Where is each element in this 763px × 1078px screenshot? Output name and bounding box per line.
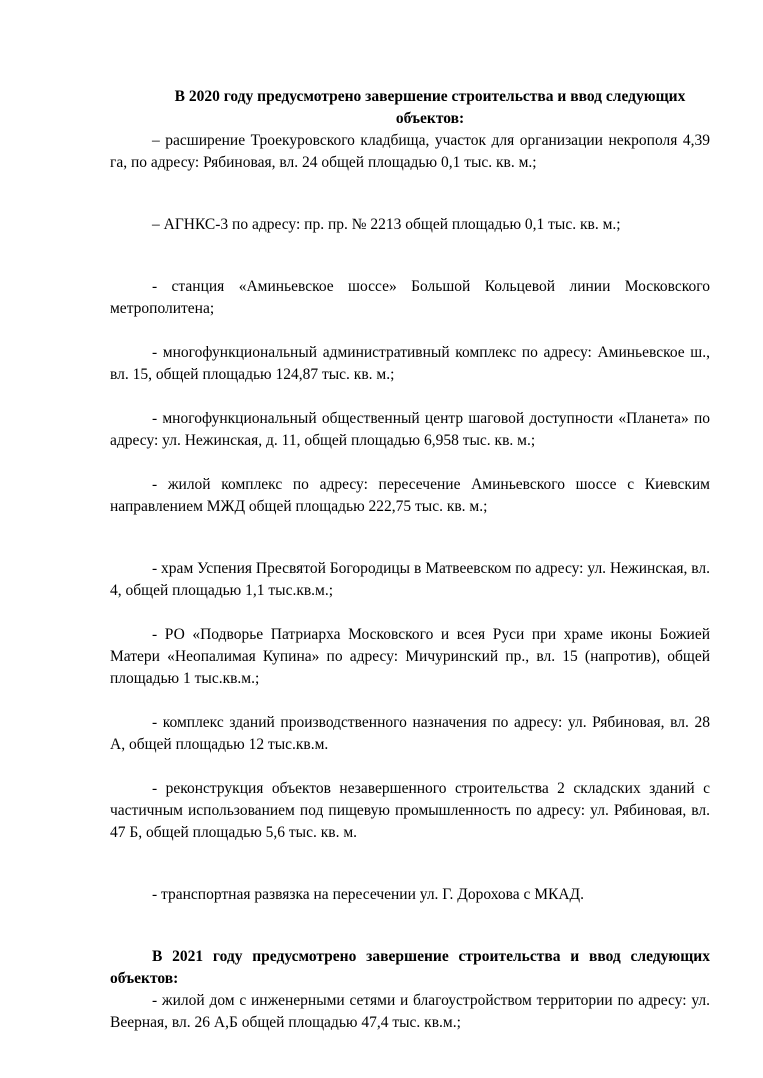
list-item-admin-complex: - многофункциональный административный комплекс по адресу: Аминьевское ш., вл. 15, общей площадью 124,87 тыс. кв. м.; [110, 344, 710, 383]
spacer [110, 844, 710, 884]
list-item-church: - храм Успения Пресвятой Богородицы в Матвеевском по адресу: ул. Нежинская, вл. 4, общей площадью 1,1 тыс.кв.м.; [110, 560, 710, 599]
document-page [110, 86, 710, 1034]
spacer [110, 236, 710, 276]
list-item-residential-house: - жилой дом с инженерными сетями и благоустройством территории по адресу: ул. Веерная, вл. 26 А,Б общей площадью 47,4 тыс. кв.м.; [110, 992, 710, 1031]
spacer [110, 174, 710, 214]
spacer [110, 602, 710, 624]
list-item-patriarch-courtyard: - РО «Подворье Патриарха Московского и всея Руси при храме иконы Божией Матери «Неопалимая Купина» по адресу: Мичуринский пр., вл. 15 (напротив), общей площадью 1 тыс.кв.м.; [110, 626, 710, 687]
section-2021-heading: В 2021 году предусмотрено завершение строительства и ввод следующих объектов: [110, 948, 710, 987]
spacer [110, 690, 710, 712]
list-item-road-interchange: - транспортная развязка на пересечении ул. Г. Дорохова с МКАД. [152, 886, 585, 903]
spacer [110, 756, 710, 778]
spacer [110, 452, 710, 474]
spacer [110, 906, 710, 946]
list-item-planeta-center: - многофункциональный общественный центр шаговой доступности «Планета» по адресу: ул. Нежинская, д. 11, общей площадью 6,958 тыс. кв. м.; [110, 410, 710, 449]
section-2020-heading: В 2020 году предусмотрено завершение строительства и ввод следующих объектов: [174, 88, 686, 127]
spacer [110, 320, 710, 342]
list-item-agnks: – АГНКС-3 по адресу: пр. пр. № 2213 общей площадью 0,1 тыс. кв. м.; [152, 216, 621, 233]
list-item-industrial-complex: - комплекс зданий производственного назначения по адресу: ул. Рябиновая, вл. 28 А, общей площадью 12 тыс.кв.м. [110, 714, 710, 753]
spacer [110, 518, 710, 558]
list-item-residential-complex: - жилой комплекс по адресу: пересечение Аминьевского шоссе с Киевским направлением МЖД общей площадью 222,75 тыс. кв. м.; [110, 476, 710, 515]
list-item-metro-station: - станция «Аминьевское шоссе» Большой Кольцевой линии Московского метрополитена; [110, 278, 710, 317]
list-item-warehouse-reconstruction: - реконструкция объектов незавершенного строительства 2 складских зданий с частичным использованием под пищевую промышленность по адресу: ул. Рябиновая, вл. 47 Б, общей площадью 5,6 тыс. кв. м. [110, 780, 710, 841]
spacer [110, 386, 710, 408]
list-item-cemetery: – расширение Троекуровского кладбища, участок для организации некрополя 4,39 га, по адресу: Рябиновая, вл. 24 общей площадью 0,1 тыс. кв. м.; [110, 132, 710, 171]
